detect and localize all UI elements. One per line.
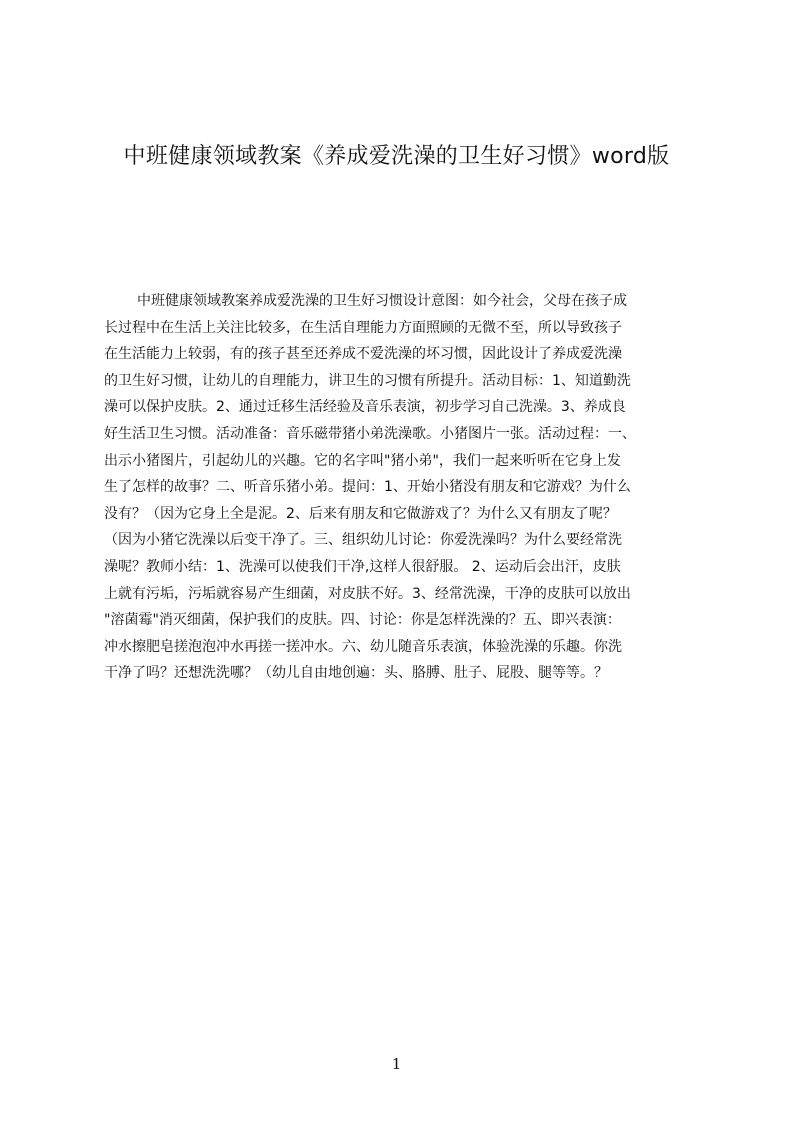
page-number: 1 [391,1055,402,1073]
body-line: 长过程中在生活上关注比较多，在生活自理能力方面照顾的无微不至，所以导致孩子 [104,319,622,336]
body-paragraph [104,288,698,698]
body-line: 生了怎样的故事？二、听音乐猪小弟。提问：1、开始小猪没有朋友和它游戏？为什么 [104,479,631,496]
body-line: 中班健康领域教案养成爱洗澡的卫生好习惯设计意图：如今社会，父母在孩子成 [137,293,627,309]
body-line: 的卫生好习惯，让幼儿的自理能力，讲卫生的习惯有所提升。活动目标：1、知道勤洗 [104,372,631,389]
body-line: 冲水擦肥皂搓泡泡冲水再搓一搓冲水。六、幼儿随音乐表演，体验洗澡的乐趣。你洗 [104,638,622,655]
body-line: 没有？（因为它身上全是泥。2、后来有朋友和它做游戏了？为什么又有朋友了呢？ [104,505,617,522]
body-line: 上就有污垢，污垢就容易产生细菌，对皮肤不好。3、经常洗澡，干净的皮肤可以放出 [104,585,631,602]
body-line: 澡呢？教师小结：1、洗澡可以使我们干净,这样人很舒服。 2、运动后会出汗，皮肤 [104,558,621,575]
body-line: 好生活卫生习惯。活动准备：音乐磁带猪小弟洗澡歌。小猪图片一张。活动过程：一、 [104,425,636,442]
body-line: 在生活能力上较弱，有的孩子甚至还养成不爱洗澡的坏习惯，因此设计了养成爱洗澡 [104,346,622,363]
document-title: 中班健康领域教案《养成爱洗澡的卫生好习惯》word版 [123,144,670,169]
body-line: 干净了吗？还想洗洗哪？（幼儿自由地创遍：头、胳膊、肚子、屁股、腿等等。？ [104,665,608,682]
body-line: 澡可以保护皮肤。2、通过迁移生活经验及音乐表演，初步学习自己洗澡。3、养成良 [104,399,626,416]
body-line: （因为小猪它洗澡以后变干净了。三、组织幼儿讨论：你爱洗澡吗？为什么要经常洗 [104,532,622,549]
body-line: 出示小猪图片，引起幼儿的兴趣。它的名字叫"猪小弟"，我们一起来听听在它身上发 [104,452,621,469]
body-line: "溶菌霉"消灭细菌，保护我们的皮肤。四、讨论：你是怎样洗澡的？五、即兴表演： [104,612,621,629]
